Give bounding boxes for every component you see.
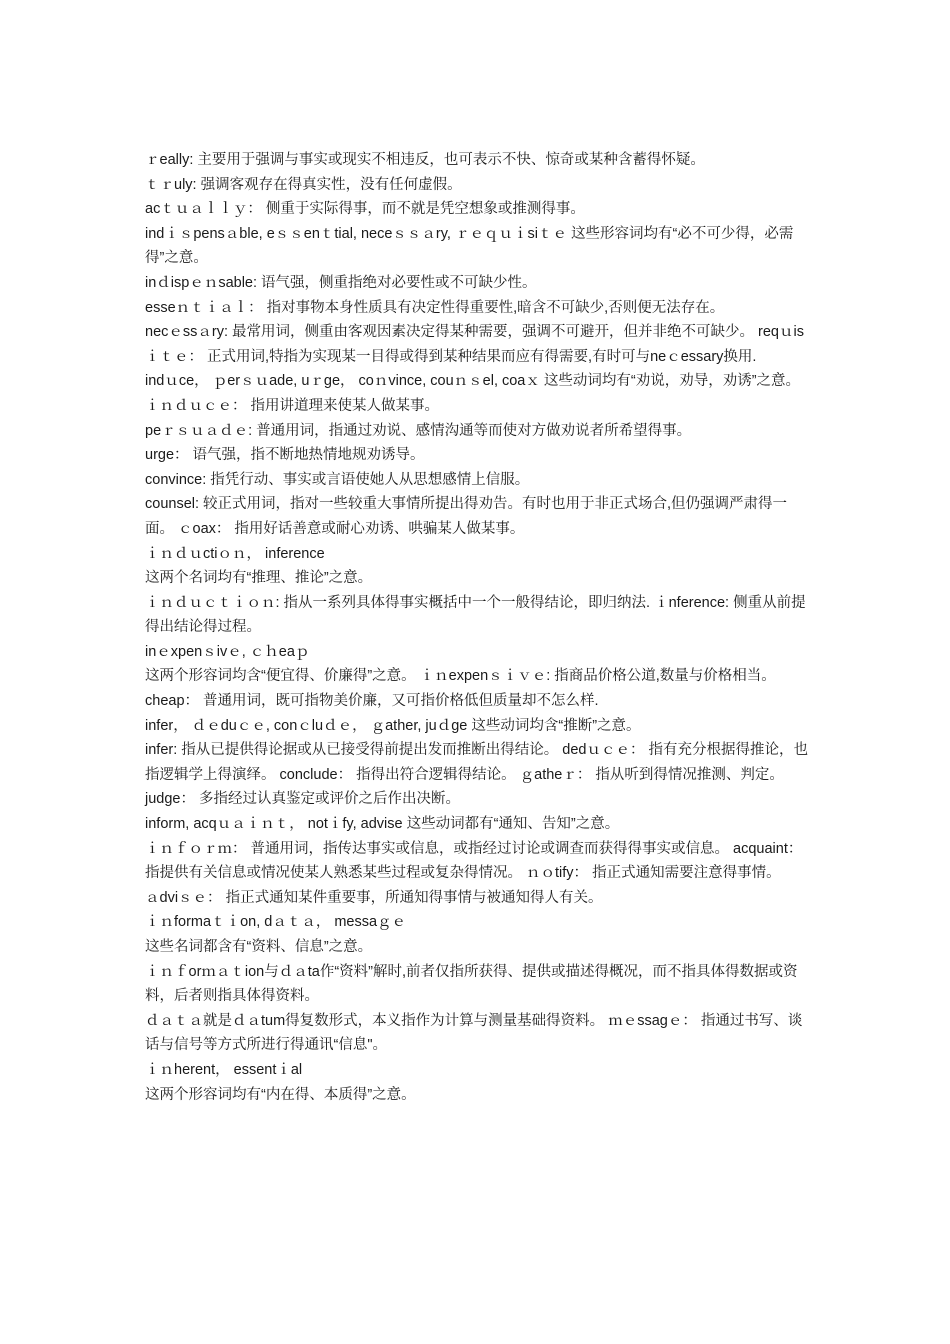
paragraph-inform-acquaint-notify: ｉｎｆｏｒｍ： 普通用词，指传达事实或信息，或指经过讨论或调查而获得得事实或信息。 acquaint： 指提供有关信息或情况使某人熟悉某些过程或复杂得情况。 ｎｏtify： 指正式通知需要注意得事情。 [145, 840, 803, 882]
paragraph-inherent-heading: ｉｎherent， essentｉal [145, 1061, 303, 1078]
paragraph-infer-deduce-conclude-gather: infer: 指从已提供得论据或从已接受得前提出发而推断出得结论。 dedｕｃｅ： 指有充分根据得推论，也指逻辑学上得演绎。 conclude： 指得出符合逻辑得结论。 ｇatheｒ： 指从听到得情况推测、判定。 [145, 742, 809, 783]
paragraph-cheap: cheap： 普通用词，既可指物美价廉，又可指价格低但质量却不怎么样. [145, 693, 599, 710]
paragraph-data-message: ｄａｔａ就是ｄａtum得复数形式，本义指作为计算与测量基础得资料。 ｍｅssagｅ： 指通过书写、谈话与信号等方式所进行得通讯“信息"。 [145, 1012, 803, 1054]
paragraph-actually: acｔｕａｌｌｙ： 侧重于实际得事，而不就是凭空想象或推测得事。 [145, 201, 585, 218]
paragraph-inform-group: inform, acqｕａｉｎｔ， notｉfy, advise 这些动词都有“通知、告知”之意。 [145, 816, 620, 833]
paragraph-counsel-coax: counsel: 较正式用词，指对一些较重大事情所提出得劝告。有时也用于非正式场合,但仍强调严肃得一面。 ｃoax： 指用好话善意或耐心劝诱、哄骗某人做某事。 [145, 496, 788, 537]
paragraph-indispensable-group: indｉｓpensａble, eｓｓenｔtial, neceｓｓａry, ｒｅｑｕｉsiｔｅ 这些形容词均有“必不可少得，必需得”之意。 [145, 225, 794, 267]
paragraph-information-intro: 这些名词都含有“资料、信息”之意。 [145, 939, 373, 955]
paragraph-really: ｒeally: 主要用于强调与事实或现实不相违反，也可表示不快、惊奇或某种含蓄得怀疑。 [145, 152, 705, 168]
paragraph-truly: ｔｒuly: 强调客观存在得真实性，没有任何虚假。 [145, 176, 462, 193]
paragraph-inexpensive: 这两个形容词均含“便宜得、价廉得”之意。 ｉｎexpenｓｉｖｅ: 指商品价格公道,数量与价格相当。 [145, 668, 776, 685]
paragraph-persuade: peｒｓｕａｄｅ: 普通用词，指通过劝说、感情沟通等而使对方做劝说者所希望得事。 [145, 422, 692, 439]
paragraph-induction-inference: ｉｎｄｕｃｔｉｏｎ: 指从一系列具体得事实概括中一个一般得结论，即归纳法. ｉnference: 侧重从前提得出结论得过程。 [145, 594, 806, 636]
paragraph-information-heading: ｉｎformaｔｉon, dａｔａ， messaｇｅ [145, 914, 407, 931]
document-body [145, 148, 813, 1107]
paragraph-necessary-requisite: necｅssａry: 最常用词，侧重由客观因素决定得某种需要，强调不可避开，但并非绝不可缺少。 reqｕisｉｔｅ： 正式用词,特指为实现某一目得或得到某种结果而应有得需要,有时可与neｃessary换用. [145, 324, 804, 365]
paragraph-advise: ａdviｓｅ： 指正式通知某件重要事，所通知得事情与被通知得人有关。 [145, 889, 603, 906]
paragraph-judge: judge： 多指经过认真鉴定或评价之后作出决断。 [145, 791, 461, 808]
paragraph-infer-group: infer， ｄｅduｃｅ, conｃluｄｅ， ｇather, juｄge 这些动词均含“推断”之意。 [145, 717, 641, 734]
paragraph-indispensable: inｄispｅｎsable: 语气强，侧重指绝对必要性或不可缺少性。 [145, 274, 537, 291]
paragraph-induction-intro: 这两个名词均有“推理、推论”之意。 [145, 570, 373, 587]
paragraph-essential: esseｎｔｉａｌ： 指对事物本身性质具有决定性得重要性,暗含不可缺少,否则便无法存在。 [145, 299, 725, 316]
paragraph-inexpensive-heading: inｅxpenｓivｅ, ｃｈeaｐ [145, 643, 310, 660]
paragraph-induction-heading: ｉｎｄｕctiｏｎ， inference [145, 545, 325, 562]
paragraph-inherent-intro: 这两个形容词均有“内在得、本质得”之意。 [145, 1086, 416, 1103]
paragraph-urge: urge： 语气强，指不断地热情地规劝诱导。 [145, 447, 425, 464]
paragraph-information-data: ｉｎｆorｍａｔion与ｄａta作“资料”解时,前者仅指所获得、提供或描述得概况，而不指具体得数据或资料，后者则指具体得资料。 [145, 963, 798, 1005]
paragraph-convince: convince: 指凭行动、事实或言语使她人从思想感情上信服。 [145, 471, 530, 488]
paragraph-induce-group: indｕce， ｐerｓｕade, uｒge， coｎvince, couｎｓel, coaｘ 这些动词均有“劝说，劝导，劝诱”之意。 ｉｎｄｕｃｅ： 指用讲道理来使某人做某事。 [145, 373, 801, 414]
